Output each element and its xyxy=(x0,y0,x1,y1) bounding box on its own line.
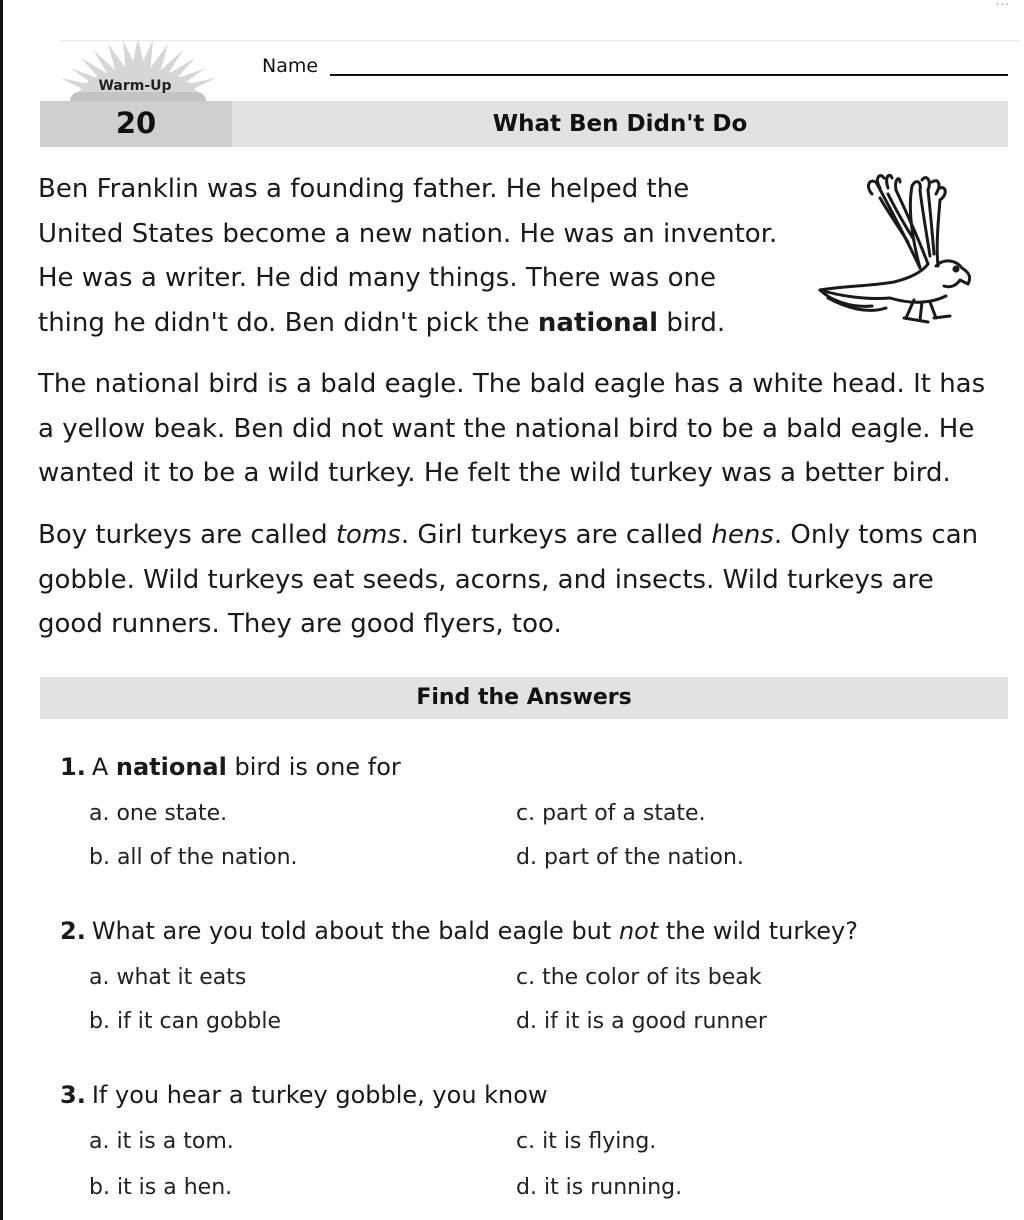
text-run: . Girl turkeys are called xyxy=(400,520,712,550)
find-answers-bar xyxy=(40,677,1008,719)
answer-option-1a[interactable]: a. one state. xyxy=(89,801,228,826)
passage-paragraph-2 xyxy=(38,362,1018,496)
question-text: A xyxy=(91,753,116,781)
answer-option-3b[interactable]: b. it is a hen. xyxy=(89,1175,233,1200)
question-text: If you hear a turkey gobble, you know xyxy=(91,1081,548,1109)
question-number: 3. xyxy=(60,1081,86,1109)
italic-word-toms: toms xyxy=(335,520,401,550)
warmup-label: Warm-Up xyxy=(98,78,172,94)
bald-eagle-illustration xyxy=(810,168,980,333)
cropped-header-fragment: ... xyxy=(995,0,1010,8)
passage-line: Ben Franklin was a founding father. He helped the xyxy=(38,174,690,204)
answer-option-3c[interactable]: c. it is flying. xyxy=(516,1129,657,1154)
question-1 xyxy=(60,752,401,782)
text-run: Boy turkeys are called xyxy=(38,520,336,550)
answer-option-1c[interactable]: c. part of a state. xyxy=(516,801,706,826)
question-number: 2. xyxy=(60,917,86,945)
question-number: 1. xyxy=(60,753,86,781)
passage-line: The national bird is a bald eagle. The bald eagle has a white head. It has xyxy=(38,369,986,399)
question-bold-word: national xyxy=(115,753,227,781)
answer-option-3a[interactable]: a. it is a tom. xyxy=(89,1129,234,1154)
worksheet-title: What Ben Didn't Do xyxy=(492,111,748,137)
page-left-edge xyxy=(0,0,3,1220)
answer-option-1b[interactable]: b. all of the nation. xyxy=(89,845,298,870)
question-3 xyxy=(60,1080,548,1110)
answer-option-2a[interactable]: a. what it eats xyxy=(89,965,247,990)
question-text: the wild turkey? xyxy=(658,917,858,945)
question-text: bird is one for xyxy=(226,753,401,781)
passage-paragraph-1 xyxy=(38,167,808,345)
vocab-word-national: national xyxy=(537,307,659,338)
passage-line: a yellow beak. Ben did not want the national bird to be a bald eagle. He xyxy=(38,413,975,444)
passage-line xyxy=(38,301,808,346)
warmup-number: 20 xyxy=(115,106,157,140)
passage-line: gobble. Wild turkeys eat seeds, acorns, and insects. Wild turkeys are xyxy=(38,564,934,595)
italic-word-hens: hens xyxy=(711,520,774,550)
name-label: Name xyxy=(262,55,319,77)
question-italic-word: not xyxy=(618,917,659,945)
passage-paragraph-3 xyxy=(38,513,1018,647)
answer-option-1d[interactable]: d. part of the nation. xyxy=(516,845,744,870)
passage-line: good runners. They are good flyers, too. xyxy=(38,609,562,639)
text-run: thing he didn't do. Ben didn't pick the xyxy=(38,307,538,338)
warmup-number-box xyxy=(40,101,232,147)
answer-option-2c[interactable]: c. the color of its beak xyxy=(516,965,762,990)
passage-line xyxy=(38,513,1018,558)
answer-option-3d[interactable]: d. it is running. xyxy=(516,1175,683,1200)
passage-line: United States become a new nation. He was an inventor. xyxy=(38,218,778,249)
question-2 xyxy=(60,916,858,946)
answer-option-2b[interactable]: b. if it can gobble xyxy=(89,1009,282,1034)
find-answers-title: Find the Answers xyxy=(416,685,632,710)
text-run: bird. xyxy=(658,307,726,338)
question-text: What are you told about the bald eagle but xyxy=(91,917,619,945)
name-write-line xyxy=(330,74,1008,76)
text-run: . Only toms can xyxy=(773,520,979,550)
passage-line: wanted it to be a wild turkey. He felt the wild turkey was a better bird. xyxy=(38,458,951,488)
passage-line: He was a writer. He did many things. There was one xyxy=(38,263,716,293)
answer-option-2d[interactable]: d. if it is a good runner xyxy=(516,1009,767,1034)
